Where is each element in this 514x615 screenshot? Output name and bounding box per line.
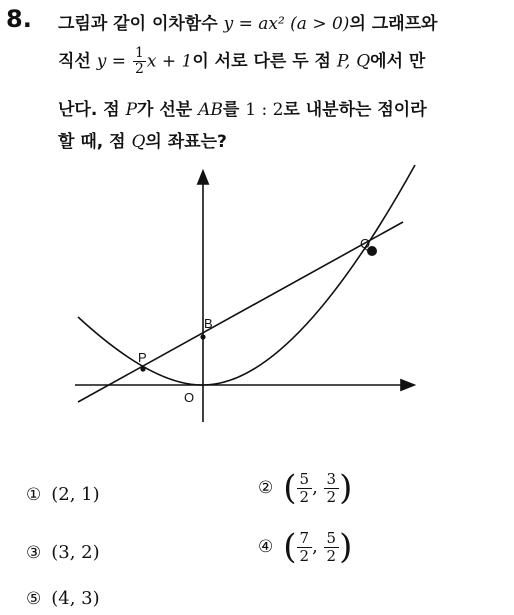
point-p-label: P [125, 100, 138, 120]
origin-text: O [184, 390, 195, 405]
straight-line [78, 222, 403, 402]
segment-ab-label: AB [198, 100, 223, 120]
point-q-text: Q [360, 236, 371, 251]
quadratic-equation: y = ax² (a > 0) [223, 14, 350, 34]
parabola-curve [78, 165, 415, 385]
line-slope-fraction [133, 46, 146, 77]
choice-5[interactable] [26, 588, 100, 609]
choice-marker: ② [258, 478, 274, 498]
fraction-denominator: 2 [299, 487, 310, 506]
fraction-numerator: 5 [324, 530, 340, 548]
choice-marker: ① [26, 485, 42, 505]
choice-1[interactable] [26, 484, 100, 505]
question-text: 가 선분 [137, 100, 199, 120]
fraction-y [324, 471, 340, 506]
choice-3[interactable] [26, 542, 100, 563]
line-equation-right: x + 1 [146, 51, 193, 72]
choice-4[interactable]: ④ ( $\frac{7}{2}$ , $\frac{5}{2}$ ) [258, 527, 353, 567]
point-q-label: Q [356, 51, 371, 72]
right-paren: ) [339, 468, 353, 508]
fraction-numerator: 7 [297, 530, 313, 548]
fraction-numerator: 3 [324, 471, 340, 489]
fraction-numerator: 1 [134, 45, 144, 61]
question-number: 8. [6, 5, 32, 33]
choice-2[interactable]: ② ( $\frac{5}{2}$ , $\frac{3}{2}$ ) [258, 468, 353, 508]
choice-marker: ③ [26, 543, 42, 563]
question-text: 이 서로 다른 두 점 [192, 51, 337, 72]
question-text: 의 좌표는? [145, 132, 227, 152]
point-q-label: Q [131, 132, 146, 152]
point-b-text: B [204, 316, 213, 331]
question-line-1 [58, 9, 437, 34]
fraction-denominator: 2 [326, 487, 337, 506]
fraction-denominator: 2 [134, 61, 144, 77]
question-line-4 [58, 127, 227, 152]
right-paren: ) [339, 527, 353, 567]
line-equation-left: y = [96, 51, 127, 72]
question-line-2 [58, 46, 425, 77]
ratio: 1 : 2 [245, 100, 284, 120]
question-text: 할 때, 점 [58, 132, 132, 152]
fraction-x [297, 471, 313, 506]
question-text: 직선 [58, 51, 97, 72]
choice-answer: (2, 1) [51, 484, 100, 505]
point-p-text: P [138, 350, 147, 365]
question-text: 로 내분하는 점이라 [283, 100, 427, 120]
choice-marker: ④ [258, 537, 274, 557]
graph-figure [60, 160, 420, 440]
fraction-y [324, 530, 340, 565]
left-paren: ( [283, 468, 297, 508]
point-p-dot [140, 366, 145, 371]
question-line-3 [58, 95, 427, 120]
fraction-numerator: 5 [297, 471, 313, 489]
question-text: 를 [222, 100, 246, 120]
question-text: 그림과 같이 이차함수 [58, 14, 224, 34]
left-paren: ( [283, 527, 297, 567]
fraction-denominator: 2 [299, 546, 310, 565]
point-b-dot [200, 334, 205, 339]
fraction-x [297, 530, 313, 565]
choice-marker: ⑤ [26, 589, 42, 609]
choice-answer: (3, 2) [51, 542, 100, 563]
fraction-denominator: 2 [326, 546, 337, 565]
question-text: 에서 만 [370, 51, 426, 72]
choice-answer: (4, 3) [51, 588, 100, 609]
question-text: 난다. 점 [58, 100, 126, 120]
point-p-label: P, [336, 51, 351, 72]
question-text: 의 그래프와 [349, 14, 438, 34]
